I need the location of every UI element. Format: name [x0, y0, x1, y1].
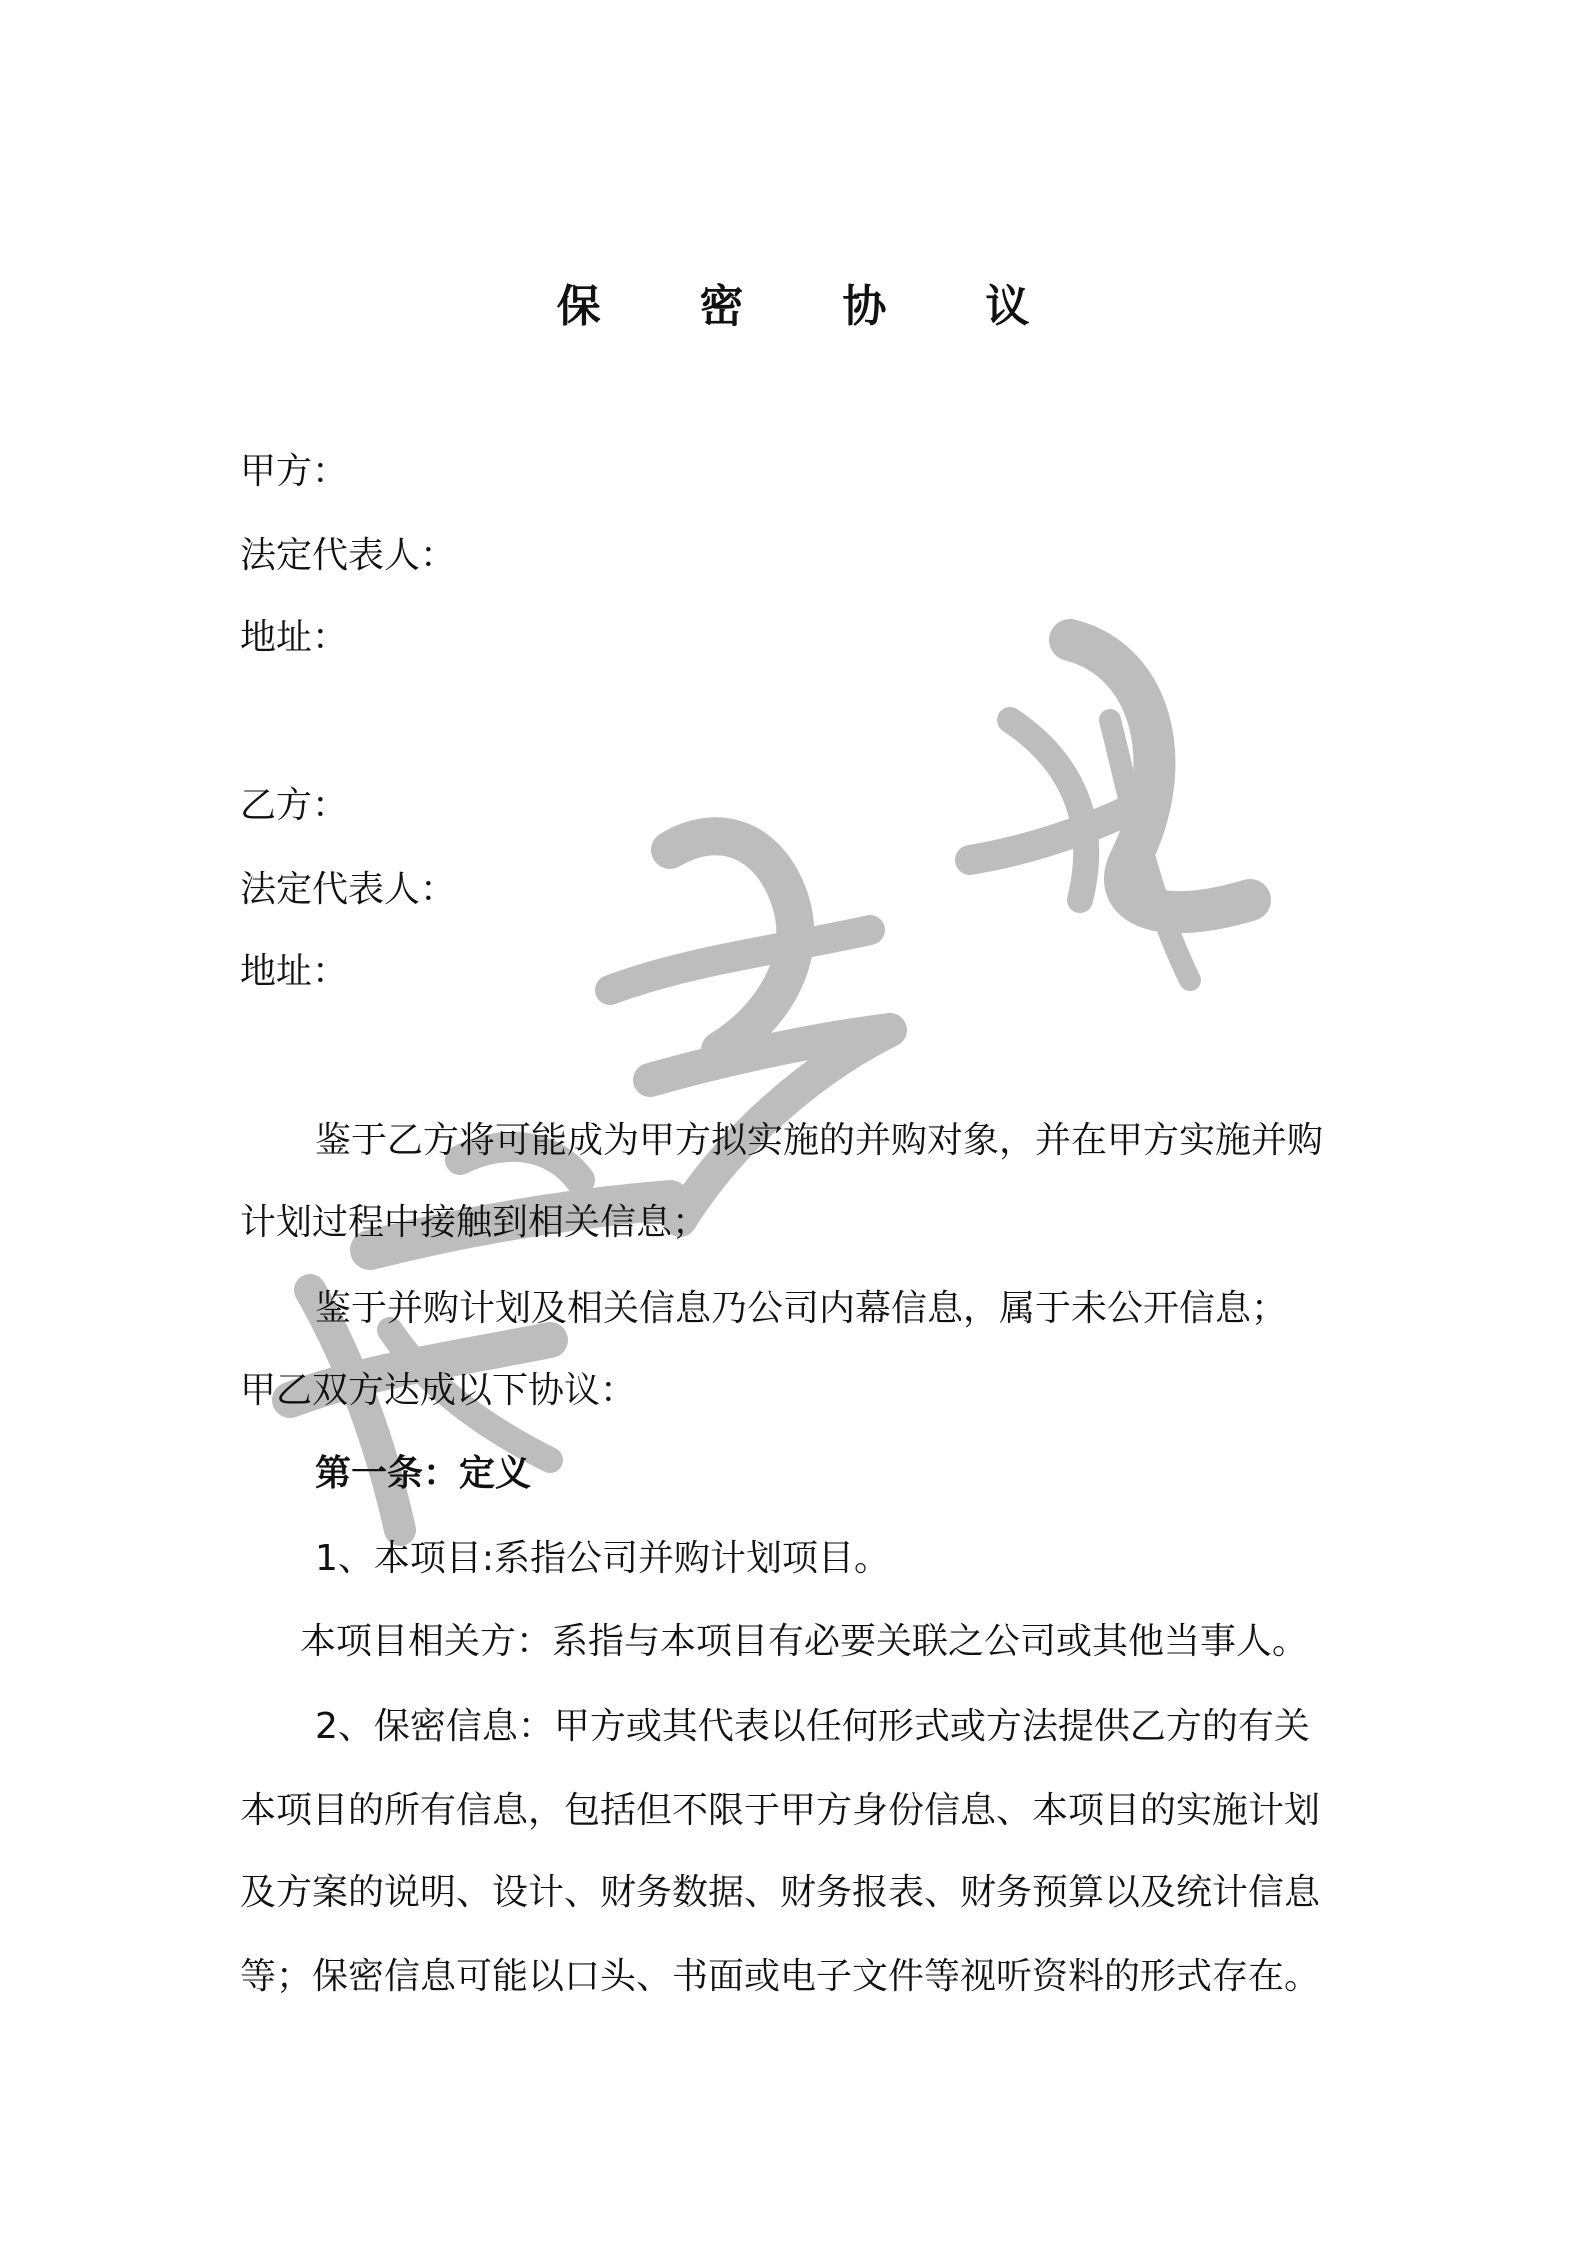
- recital-2: 鉴于并购计划及相关信息乃公司内幕信息，属于未公开信息；: [315, 1288, 1288, 1329]
- definition-item-1-sub: 本项目相关方：系指与本项目有必要关联之公司或其他当事人。: [300, 1621, 1309, 1662]
- recital-1-line-1: 鉴于乙方将可能成为甲方拟实施的并购对象，并在甲方实施并购: [315, 1120, 1324, 1161]
- party-b-address-label: 地址：: [240, 951, 349, 992]
- party-a-rep-label: 法定代表人：: [240, 535, 457, 576]
- party-a-address-label: 地址：: [240, 617, 349, 658]
- recital-1-line-2: 计划过程中接触到相关信息；: [240, 1202, 709, 1243]
- definition-item-1: 1、本项目:系指公司并购计划项目。: [315, 1538, 891, 1579]
- document-title: 保 密 协 议: [556, 281, 1072, 332]
- definition-item-2-line-2: 本项目的所有信息，包括但不限于甲方身份信息、本项目的实施计划: [240, 1790, 1321, 1831]
- party-a-label: 甲方：: [240, 451, 349, 492]
- definition-item-2-line-1: 2、保密信息：甲方或其代表以任何形式或方法提供乙方的有关: [315, 1706, 1310, 1747]
- party-b-rep-label: 法定代表人：: [240, 869, 457, 910]
- definition-item-2-line-3: 及方案的说明、设计、财务数据、财务报表、财务预算以及统计信息: [240, 1872, 1321, 1913]
- party-b-label: 乙方：: [240, 785, 349, 826]
- definition-item-2-line-4: 等；保密信息可能以口头、书面或电子文件等视听资料的形式存在。: [240, 1956, 1321, 1997]
- article-1-heading: 第一条：定义: [315, 1453, 532, 1494]
- agreement-intro: 甲乙双方达成以下协议：: [240, 1370, 637, 1411]
